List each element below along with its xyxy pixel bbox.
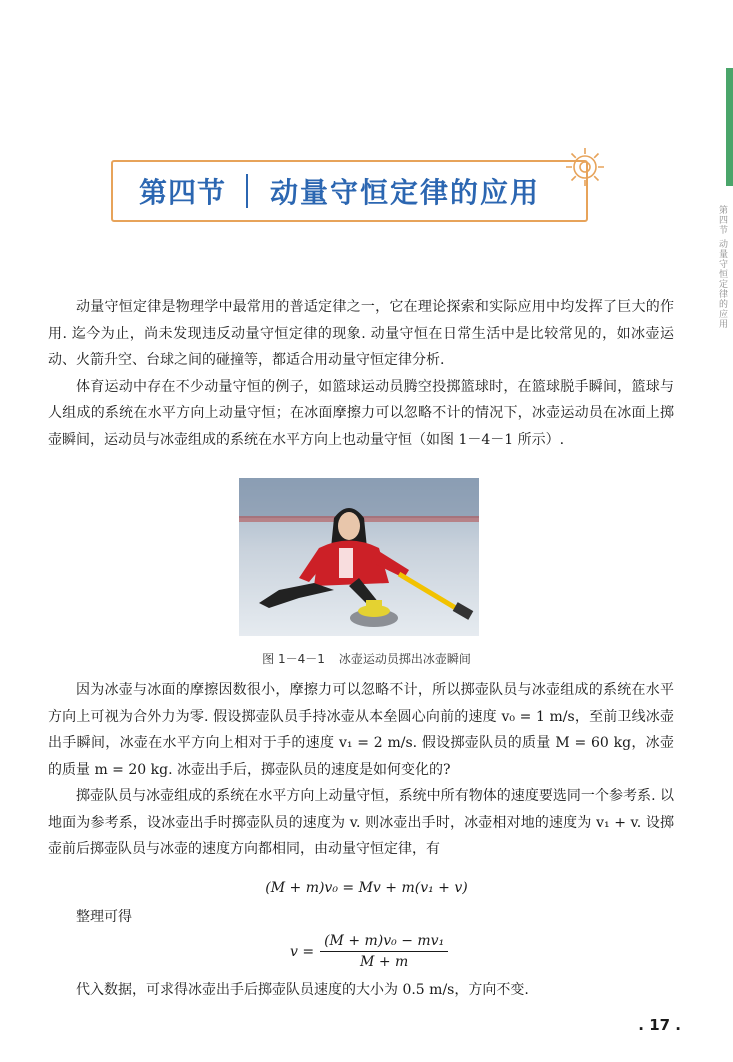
body-paragraphs bbox=[48, 677, 674, 863]
curling-athlete-image bbox=[239, 478, 479, 636]
arrange-text: 整理可得 bbox=[76, 909, 132, 925]
section-number: 第四节 bbox=[139, 176, 227, 209]
chapter-side-tab bbox=[726, 68, 733, 186]
curling-photo bbox=[239, 478, 479, 636]
figure-number: 图 1－4－1 bbox=[262, 652, 325, 666]
page-number: . 17 . bbox=[638, 1016, 681, 1034]
section-title: 动量守恒定律的应用 bbox=[270, 176, 541, 209]
section-title-box bbox=[111, 160, 588, 222]
fraction-numerator: (M + m)v₀ − mv₁ bbox=[320, 933, 448, 952]
paragraph: 因为冰壶与冰面的摩擦因数很小，摩擦力可以忽略不计，所以掷壶队员与冰壶组成的系统在水平方向上可视为合外力为零. 假设掷壶队员手持冰壶从本垒圆心向前的速度 v₀ = 1 m/s，至前卫线冰壶出手瞬间，冰壶在水平方向上相对于手的速度 v₁ = 2 m/s. 假设掷壶队员的质量 M = 60 kg，冰壶的质量 m = 20 kg. 冰壶出手后，掷壶队员的速度是如何变化的? bbox=[48, 682, 674, 778]
formula-lhs: v = bbox=[290, 943, 315, 960]
paragraph: 体育运动中存在不少动量守恒的例子，如篮球运动员腾空投掷篮球时，在篮球脱手瞬间，篮球与人组成的系统在水平方向上动量守恒；在冰面摩擦力可以忽略不计的情况下，冰壶运动员在冰面上掷壶瞬间，运动员与冰壶组成的系统在水平方向上也动量守恒（如图 1－4－1 所示）. bbox=[48, 378, 674, 448]
figure-caption bbox=[0, 650, 733, 667]
title-divider bbox=[246, 174, 248, 208]
side-running-head: 第四节 动量守恒定律的应用 bbox=[717, 205, 727, 329]
momentum-equation: (M + m)v₀ = Mv + m(v₁ + v) bbox=[265, 880, 468, 896]
figure-caption-text: 冰壶运动员掷出冰壶瞬间 bbox=[338, 652, 471, 666]
fraction-denominator: M + m bbox=[360, 954, 409, 970]
fraction bbox=[320, 933, 448, 970]
gear-icon bbox=[560, 142, 610, 192]
paragraph: 掷壶队员与冰壶组成的系统在水平方向上动量守恒，系统中所有物体的速度要选同一个参考系. 以地面为参考系，设冰壶出手时掷壶队员的速度为 v. 则冰壶出手时，冰壶相对地的速度为 v₁ + v. 设掷壶前后掷壶队员与冰壶的速度方向都相同，由动量守恒定律，有 bbox=[48, 788, 674, 857]
intro-paragraphs bbox=[48, 294, 674, 453]
velocity-formula bbox=[290, 933, 448, 970]
paragraph: 动量守恒定律是物理学中最常用的普适定律之一，它在理论探索和实际应用中均发挥了巨大的作用. 迄今为止，尚未发现违反动量守恒定律的现象. 动量守恒在日常生活中是比较常见的，如冰壶运动、火箭升空、台球之间的碰撞等，都适合用动量守恒定律分析. bbox=[48, 299, 674, 368]
result-text: 代入数据，可求得冰壶出手后掷壶队员速度的大小为 0.5 m/s，方向不变. bbox=[76, 982, 529, 998]
